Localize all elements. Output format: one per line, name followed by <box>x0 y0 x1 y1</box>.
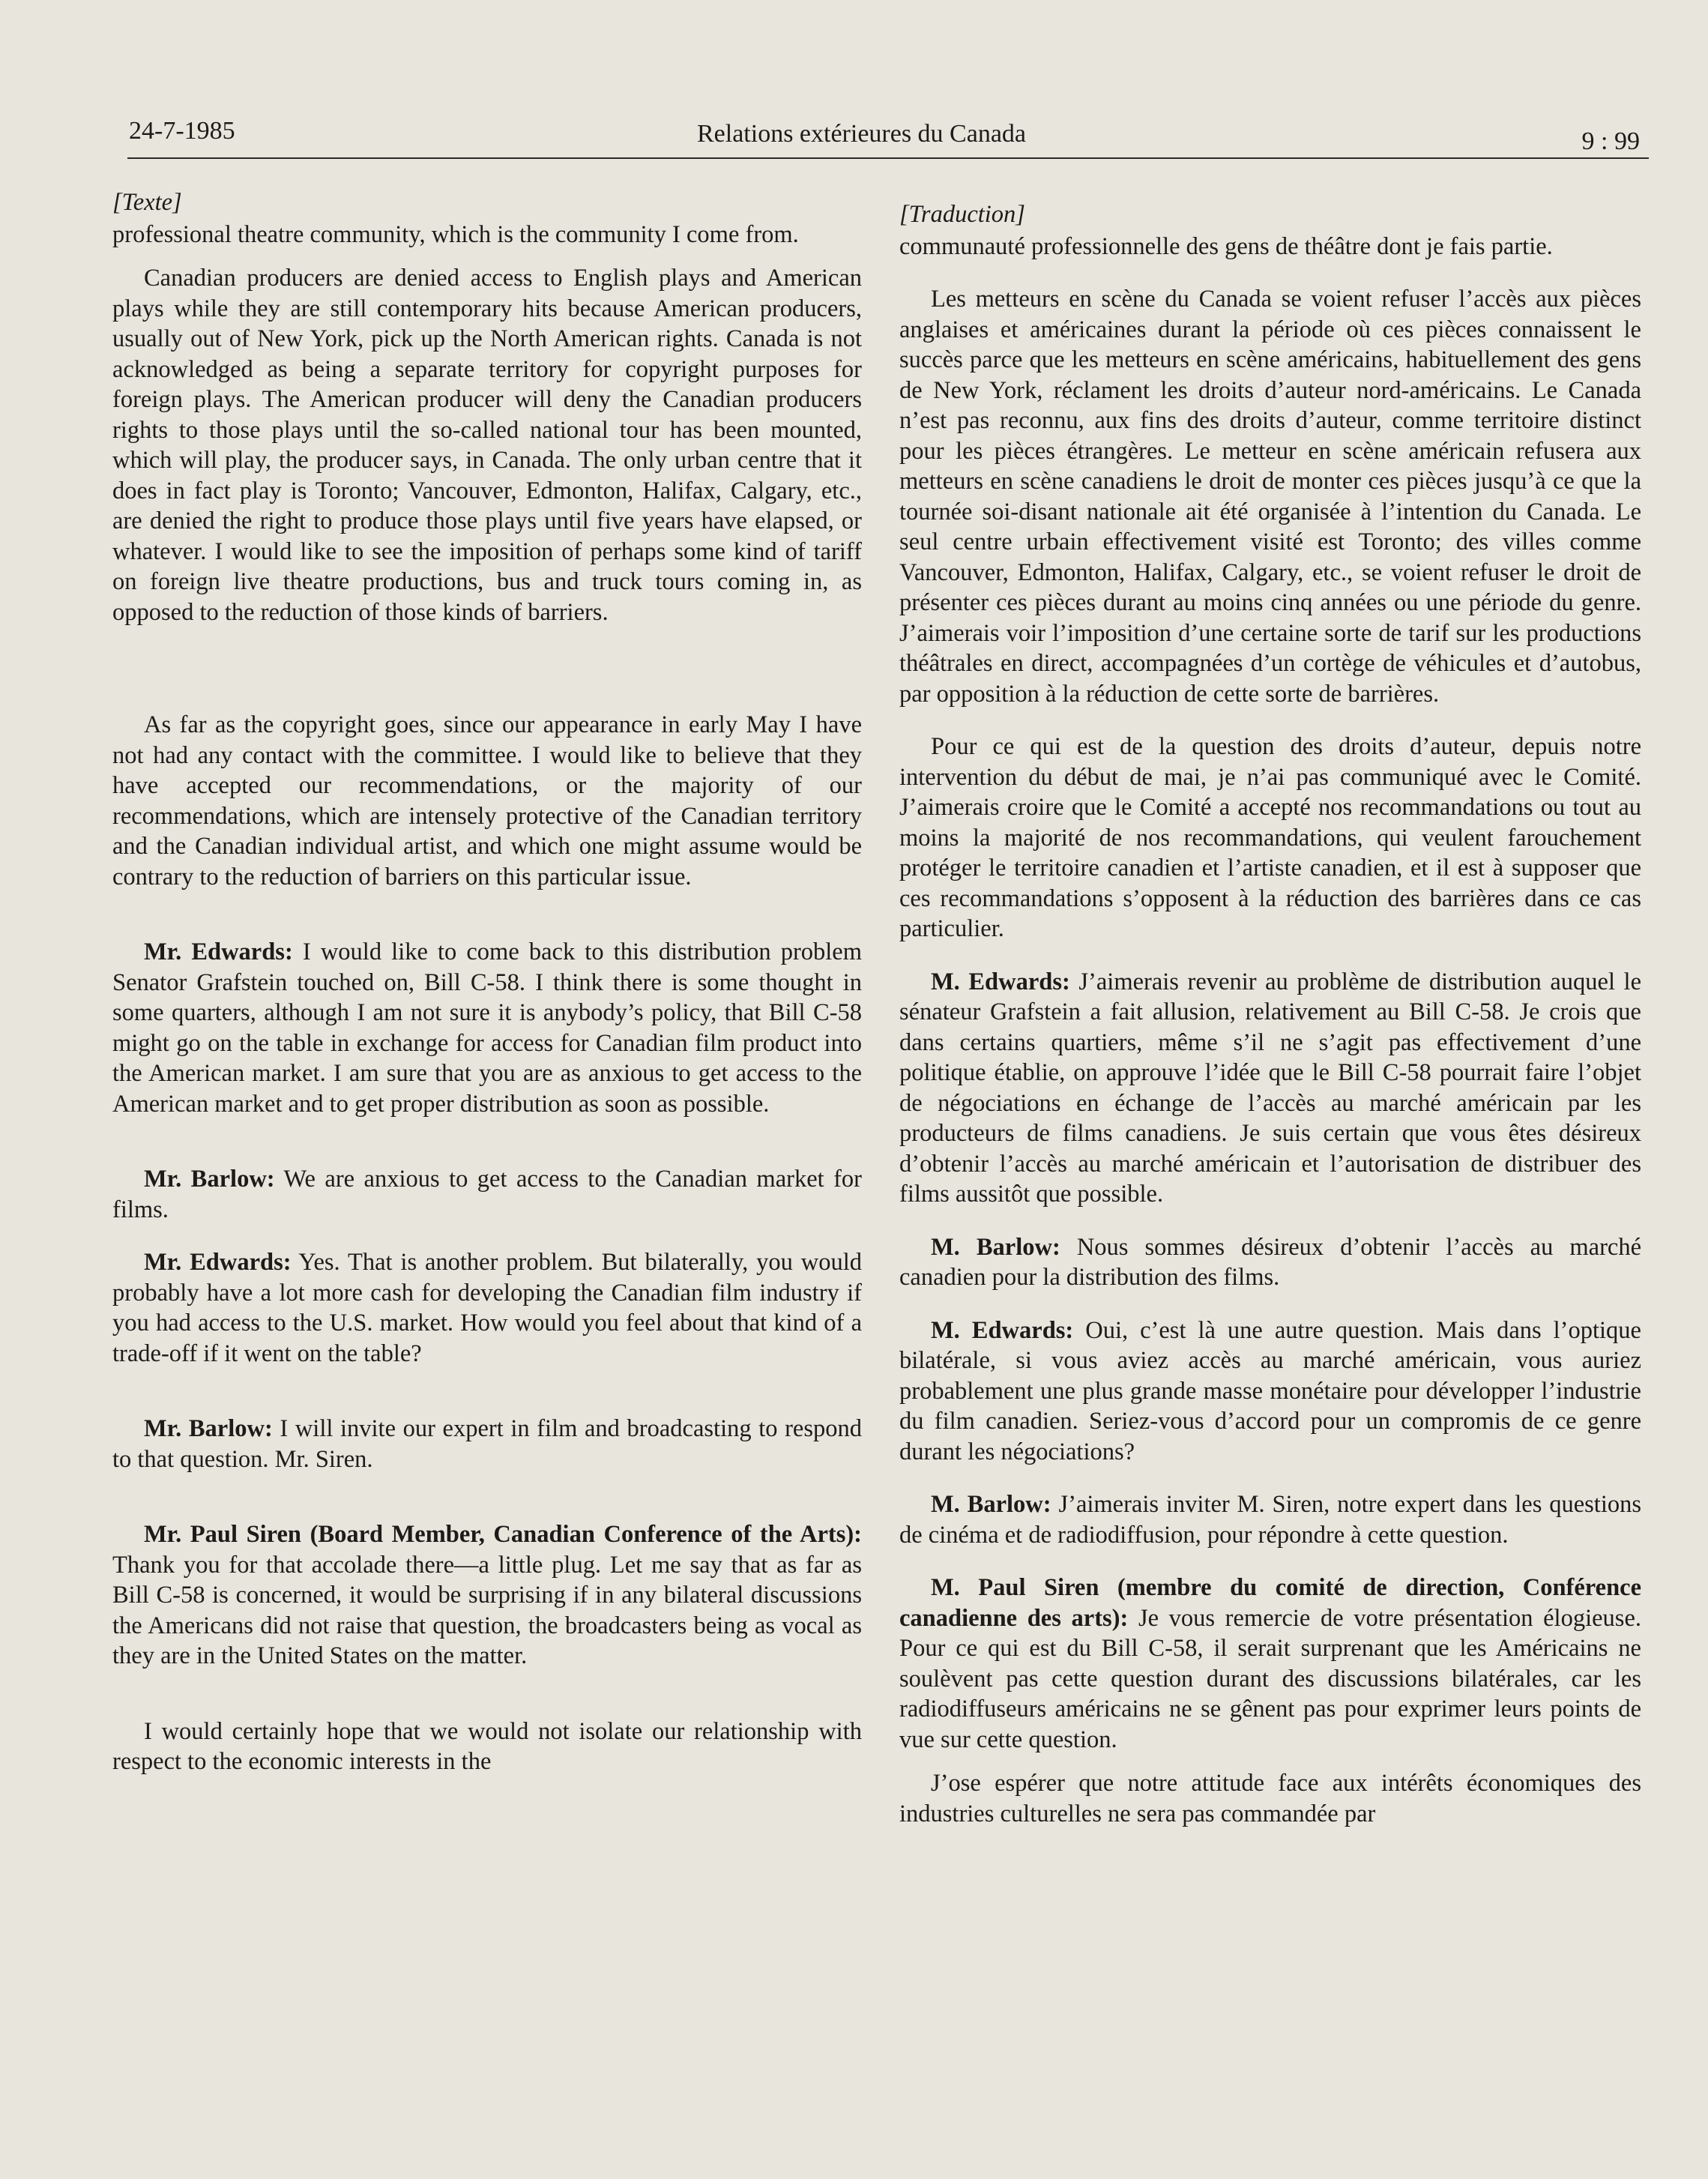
speaker-name: Mr. Edwards: <box>144 938 293 965</box>
paragraph-text: Canadian producers are denied access to English plays and American plays while they are still contemporary hits because American producers, usually out of New York, pick up the North American rights. Canada is not acknowledged as being a separate territory for copyright purposes for foreign plays. The American producer will deny the Canadian producers rights to those plays until the so-called national tour has been mounted, which will play, the producer says, in Canada. The only urban centre that it does in fact play is Toronto; Vancouver, Edmonton, Halifax, Calgary, etc., are denied the right to produce those plays until five years have elapsed, or whatever. I would like to see the imposition of perhaps some kind of tariff on foreign live theatre productions, bus and truck tours coming in, as opposed to the reduction of those kinds of barriers. <box>112 265 862 626</box>
english-paragraph <box>112 937 862 1119</box>
page-header <box>127 112 1649 159</box>
french-paragraph <box>899 732 1641 944</box>
paragraph-text: Yes. That is another problem. But bilaterally, you would probably have a lot more cash for developing the Canadian film industry if you had access to the U.S. market. How would you feel about that kind of a trade-off if it went on the table? <box>112 1249 862 1367</box>
speaker-name: M. Paul Siren (membre du comité de direction, Conférence canadienne des arts): <box>899 1574 1641 1632</box>
english-paragraph <box>112 220 862 250</box>
french-paragraph <box>899 232 1641 262</box>
paragraph-text: Les metteurs en scène du Canada se voient refuser l’accès aux pièces anglaises et américaines durant la période où ces pièces connaissent le succès parce que les metteurs en scène américains, habituellement des gens de New York, réclament les droits d’auteur nord-américains. Le Canada n’est pas reconnu, aux fins des droits d’auteur, comme territoire distinct pour les pièces étrangères. Le metteur en scène américain refusera aux metteurs en scène canadiens le droit de monter ces pièces jusqu’à ce que la tournée soi-disant nationale ait été organisée à l’intention du Canada. Le seul centre urbain effectivement visité est Toronto; des villes comme Vancouver, Edmonton, Halifax, Calgary, etc., se voient refuser le droit de présenter ces pièces durant au moins cinq années ou une période du genre. J’aimerais voir l’imposition d’une certaine sorte de tarif sur les productions théâtrales en direct, accompagnées d’un cortège de véhicules et d’autobus, par opposition à la réduction de cette sorte de barrières. <box>899 286 1641 708</box>
paragraph-text: As far as the copyright goes, since our appearance in early May I have not had any contact with the committee. I would like to believe that they have accepted our recommendations, or the majority of our recommendations, which are intensely protective of the Canadian territory and the Canadian individual artist, and which one might assume would be contrary to the reduction of barriers on this particular issue. <box>112 711 862 890</box>
paragraph-text: J’aimerais revenir au problème de distribution auquel le sénateur Grafstein a fait allusion, relativement au Bill C-58. Je crois que dans certains quartiers, même s’il ne s’agit pas effectivement d’une politique établie, on approuve l’idée que le Bill C-58 pourrait faire l’objet de négociations en échange de l’accès au marché américain par les producteurs de films canadiens. Je suis certain que vous êtes désireux d’obtenir l’accès au marché américain et l’autorisation de distribuer des films aussitôt que possible. <box>899 968 1641 1208</box>
speaker-name: Mr. Paul Siren (Board Member, Canadian Conference of the Arts): <box>144 1521 862 1548</box>
speaker-name: M. Barlow: <box>931 1233 1060 1261</box>
paragraph-text: We are anxious to get access to the Canadian market for films. <box>112 1166 863 1223</box>
english-paragraph <box>112 1519 862 1672</box>
paragraph-text: J’ose espérer que notre attitude face aux intérêts économiques des industries culturelles ne sera pas commandée par <box>899 1770 1641 1827</box>
paragraph-text: J’aimerais inviter M. Siren, notre expert dans les questions de cinéma et de radiodiffusion, pour répondre à cette question. <box>899 1491 1642 1549</box>
paragraph-text: communauté professionnelle des gens de théâtre dont je fais partie. <box>899 232 1553 260</box>
paragraph-text: Nous sommes désireux d’obtenir l’accès au marché canadien pour la distribution des films. <box>899 1233 1641 1291</box>
french-column <box>899 187 1641 1829</box>
header-page-number: 9 : 99 <box>1581 127 1640 155</box>
speaker-name: Mr. Barlow: <box>144 1166 275 1193</box>
paragraph-text: Je vous remercie de votre présentation élogieuse. Pour ce qui est du Bill C-58, il serait surprenant que les Américains ne soulèvent pas cette question durant des discussions bilatérales, car les radiodiffuseurs américains ne se gênent pas pour exprimer leurs points de vue sur cette question. <box>899 1604 1641 1753</box>
french-paragraph <box>899 1232 1641 1293</box>
paragraph-text: I would like to come back to this distribution problem Senator Grafstein touched on, Bill C-58. I think there is some thought in some quarters, although I am not sure it is anybody’s policy, that Bill C-58 might go on the table in exchange for access for Canadian film product into the American market. I am sure that you are as anxious to get access to the American market and to get proper distribution as soon as possible. <box>112 938 863 1118</box>
paragraph-text: Pour ce qui est de la question des droits d’auteur, depuis notre intervention du début de mai, je n’ai pas communiqué avec le Comité. J’aimerais croire que le Comité a accepté nos recommandations ou tout au moins la majorité de nos recommandations, qui veulent farouchement protéger le territoire canadien et l’artiste canadien, et il est à supposer que ces recommandations s’opposent à la réduction des barrières dans ce cas particulier. <box>899 733 1641 942</box>
french-paragraph <box>899 967 1641 1210</box>
english-column <box>112 187 862 1777</box>
paragraph-text: I will invite our expert in film and broadcasting to respond to that question. Mr. Siren. <box>112 1415 862 1473</box>
french-paragraph <box>899 1768 1641 1829</box>
english-paragraph <box>112 1414 862 1474</box>
paragraph-text: Thank you for that accolade there—a little plug. Let me say that as far as Bill C-58 is concerned, it would be surprising if in any bilateral discussions the Americans did not raise that question, the broadcasters being as vocal as they are in the United States on the matter. <box>112 1551 862 1669</box>
english-paragraph <box>112 1717 862 1777</box>
french-paragraph <box>899 1573 1641 1755</box>
speaker-name: Mr. Barlow: <box>144 1415 273 1442</box>
paragraph-text: I would certainly hope that we would not isolate our relationship with respect to the economic interests in the <box>112 1717 862 1775</box>
speaker-name: M. Barlow: <box>931 1491 1051 1518</box>
paragraph-text: professional theatre community, which is the community I come from. <box>112 220 799 248</box>
english-paragraph <box>112 710 862 892</box>
french-paragraph <box>899 284 1641 709</box>
french-paragraph <box>899 1489 1641 1550</box>
english-paragraph <box>112 1247 862 1369</box>
header-date: 24-7-1985 <box>129 117 235 145</box>
english-paragraph <box>112 263 862 627</box>
speaker-name: M. Edwards: <box>931 968 1070 995</box>
french-column-label: [Traduction] <box>899 201 1025 228</box>
english-paragraph <box>112 1164 862 1225</box>
speaker-name: M. Edwards: <box>931 1316 1074 1344</box>
paragraph-text: Oui, c’est là une autre question. Mais dans l’optique bilatérale, si vous aviez accès au marché américain, vous auriez probablement une plus grande masse monétaire pour développer l’industrie du film canadien. Seriez-vous d’accord pour un compromis de ce genre durant les négociations? <box>899 1316 1641 1465</box>
header-title: Relations extérieures du Canada <box>697 120 1027 148</box>
speaker-name: Mr. Edwards: <box>144 1249 292 1276</box>
french-paragraph <box>899 1315 1641 1468</box>
english-column-label: [Texte] <box>112 189 182 216</box>
